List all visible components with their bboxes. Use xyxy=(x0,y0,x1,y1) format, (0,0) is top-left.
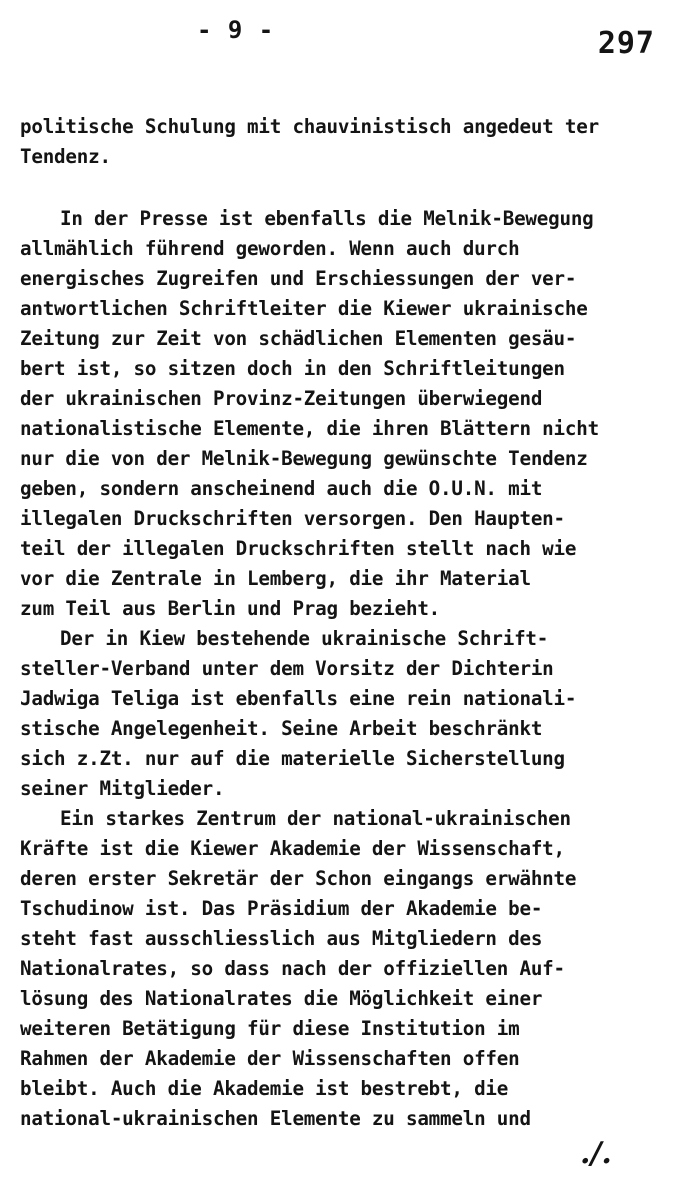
text-line: Jadwiga Teliga ist ebenfalls eine rein nationali- xyxy=(20,687,577,710)
text-line: antwortlichen Schriftleiter die Kiewer ukrainische xyxy=(20,297,588,320)
text-line: Zeitung zur Zeit von schädlichen Elementen gesäu- xyxy=(20,327,577,350)
text-line: geben, sondern anscheinend auch die O.U.N. mit xyxy=(20,477,543,500)
text-line: politische Schulung mit chauvinistisch angedeut ter xyxy=(20,115,599,138)
continuation-mark: ./. xyxy=(580,1136,612,1171)
text-line: bleibt. Auch die Akademie ist bestrebt, die xyxy=(20,1077,509,1100)
body-text xyxy=(20,112,670,1134)
text-line: deren erster Sekretär der Schon eingangs erwähnte xyxy=(20,867,577,890)
paragraph-1 xyxy=(20,112,670,172)
text-line: zum Teil aus Berlin und Prag bezieht. xyxy=(20,597,441,620)
text-line: steht fast ausschliesslich aus Mitgliedern des xyxy=(20,927,543,950)
text-line: nur die von der Melnik-Bewegung gewünschte Tendenz xyxy=(20,447,588,470)
paragraph-3 xyxy=(20,624,670,804)
text-line: Ein starkes Zentrum der national-ukrainischen xyxy=(60,807,571,830)
text-line: vor die Zentrale in Lemberg, die ihr Material xyxy=(20,567,531,590)
text-line: bert ist, so sitzen doch in den Schriftleitungen xyxy=(20,357,565,380)
page-marker: - 9 - xyxy=(197,16,275,44)
text-line: Rahmen der Akademie der Wissenschaften offen xyxy=(20,1047,520,1070)
text-line: nationalistische Elemente, die ihren Blättern nicht xyxy=(20,417,599,440)
text-line: In der Presse ist ebenfalls die Melnik-Bewegung xyxy=(60,207,594,230)
text-line: lösung des Nationalrates die Möglichkeit einer xyxy=(20,987,543,1010)
text-line: sich z.Zt. nur auf die materielle Sicherstellung xyxy=(20,747,565,770)
text-line: Tendenz. xyxy=(20,145,111,168)
text-line: allmählich führend geworden. Wenn auch durch xyxy=(20,237,520,260)
page-number: 297 xyxy=(597,26,655,61)
text-line: steller-Verband unter dem Vorsitz der Dichterin xyxy=(20,657,554,680)
text-line: seiner Mitglieder. xyxy=(20,777,225,800)
text-line: Kräfte ist die Kiewer Akademie der Wissenschaft, xyxy=(20,837,565,860)
text-line: teil der illegalen Druckschriften stellt nach wie xyxy=(20,537,577,560)
text-line: energisches Zugreifen und Erschiessungen der ver- xyxy=(20,267,577,290)
text-line: weiteren Betätigung für diese Institution im xyxy=(20,1017,520,1040)
text-line: stische Angelegenheit. Seine Arbeit beschränkt xyxy=(20,717,543,740)
text-line: illegalen Druckschriften versorgen. Den Haupten- xyxy=(20,507,565,530)
text-line: der ukrainischen Provinz-Zeitungen überwiegend xyxy=(20,387,543,410)
paragraph-4 xyxy=(20,804,670,1134)
text-line: Der in Kiew bestehende ukrainische Schrift- xyxy=(60,627,549,650)
paragraph-2 xyxy=(20,204,670,624)
text-line: Tschudinow ist. Das Präsidium der Akademie be- xyxy=(20,897,543,920)
text-line: Nationalrates, so dass nach der offiziellen Auf- xyxy=(20,957,565,980)
text-line: national-ukrainischen Elemente zu sammeln und xyxy=(20,1107,531,1130)
